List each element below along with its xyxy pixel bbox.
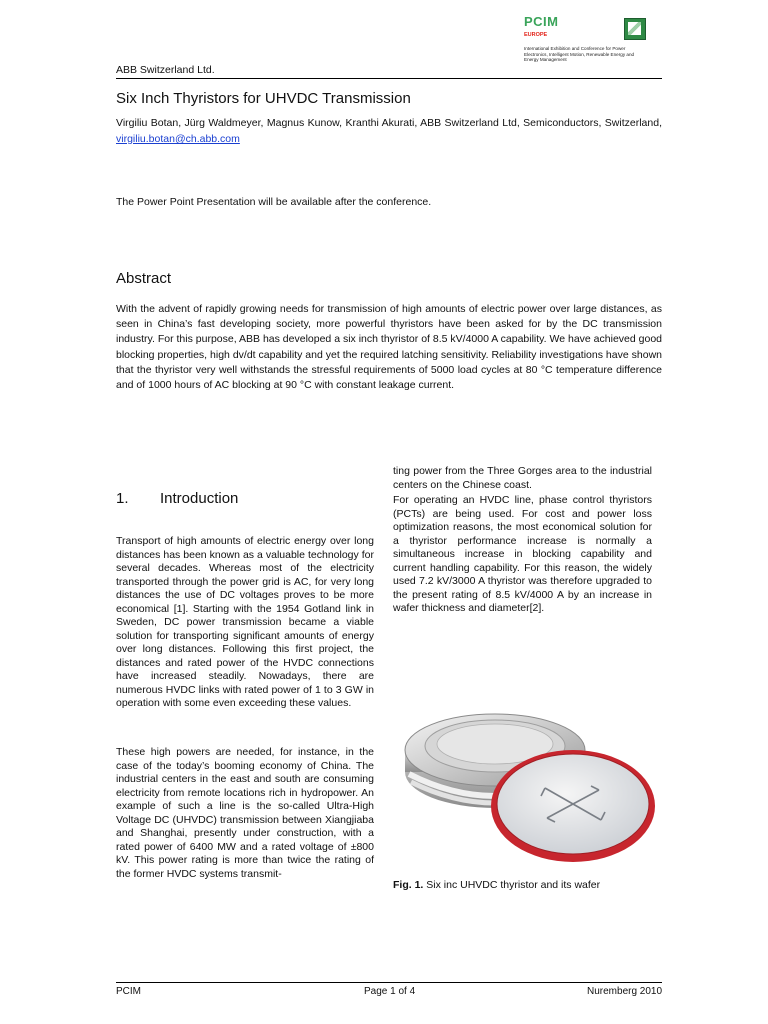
figure-label: Fig. 1. <box>393 879 424 891</box>
paper-title: Six Inch Thyristors for UHVDC Transmission <box>116 90 411 107</box>
intro-paragraph-2: These high powers are needed, for instance, in the case of the today’s booming economy of China. The industrial centers in the east and south are consuming electricity from remote locations rich in hydropower. An example of such a line is the so-called Ultra-High Voltage DC (UHVDC) transmission between Xiangjiaba and Shanghai, presently under construction, with a rated power of 6400 MW and a rated voltage of ±800 kV. This power rating is more than twice the rating of the former HVDC systems transmit- <box>116 746 374 880</box>
thyristor-illustration <box>395 688 657 868</box>
section-title: Introduction <box>160 490 239 507</box>
logo-tagline: International Exhibition and Conference for Power Electronics, Intelligent Motion, Renewable Energy and Energy Management <box>524 46 635 63</box>
authors-text: Virgiliu Botan, Jürg Waldmeyer, Magnus Kunow, Kranthi Akurati, ABB Switzerland Ltd, Semiconductors, Switzerland, <box>116 117 662 129</box>
intro-paragraph-3: ting power from the Three Gorges area to the industrial centers on the Chinese coast. <box>393 465 652 491</box>
header-divider <box>116 78 662 79</box>
intro-paragraph-1: Transport of high amounts of electric energy over long distances has been known as a valuable technology for several decades. Whereas most of the electricity transported through the power grid is AC, for very long distances the use of DC voltages proves to be more economical [1]. Starting with the 1954 Gotland link in Sweden, DC power transmission became a viable solution for transporting significant amounts of energy over long distances. Following this first project, the distances and rated power of the HVDC connections have increased steadily. Nowadays, there are numerous HVDC links with rated power of 1 to 3 GW in operation with some even exceeding these values. <box>116 535 374 709</box>
footer-conference: PCIM <box>116 986 141 997</box>
footer-divider <box>116 982 662 983</box>
thyristor-figure <box>395 688 657 868</box>
email-link[interactable]: virgiliu.botan@ch.abb.com <box>116 133 240 145</box>
abstract-body: With the advent of rapidly growing needs for transmission of high amounts of electric power over large distances, as seen in China’s fast developing society, more powerful thyristors have been asked for by the DC transmission industry. For this purpose, ABB has developed a six inch thyristor of 8.5 kV/4000 A capability. We have achieved good blocking properties, high dv/dt capability and yet the required latching sensitivity. Reliability investigations have shown that the thyristor very well withstands the stressful requirements of 5000 load cycles at 80 °C temperature difference and of 1000 hours of AC blocking at 90 °C with constant leakage current. <box>116 303 662 392</box>
figure-caption-text: Six inc UHVDC thyristor and its wafer <box>426 879 601 891</box>
company-name: ABB Switzerland Ltd. <box>116 64 215 76</box>
logo-sub: EUROPE <box>524 32 548 38</box>
footer-location: Nuremberg 2010 <box>587 986 663 997</box>
section-number: 1. <box>116 490 129 507</box>
logo-mark-icon <box>624 18 646 40</box>
abstract-heading: Abstract <box>116 270 172 287</box>
presentation-note: The Power Point Presentation will be available after the conference. <box>116 196 432 208</box>
logo-name: PCIM <box>524 14 559 29</box>
author-list <box>116 115 662 147</box>
pcim-logo <box>520 10 650 76</box>
intro-paragraph-4: For operating an HVDC line, phase control thyristors (PCTs) are being used. For cost and power loss optimization reasons, the most economical solution for a thyristor performance increase is normally a simultaneous increase in blocking capability and current handling capability. For this reason, the widely used 7.2 kV/3000 A thyristor was therefore upgraded to the present rating of 8.5 kV/4000 A by an increase in wafer thickness and diameter[2]. <box>393 494 652 614</box>
figure-caption <box>393 879 600 891</box>
footer-page-number: Page 1 of 4 <box>364 986 416 997</box>
